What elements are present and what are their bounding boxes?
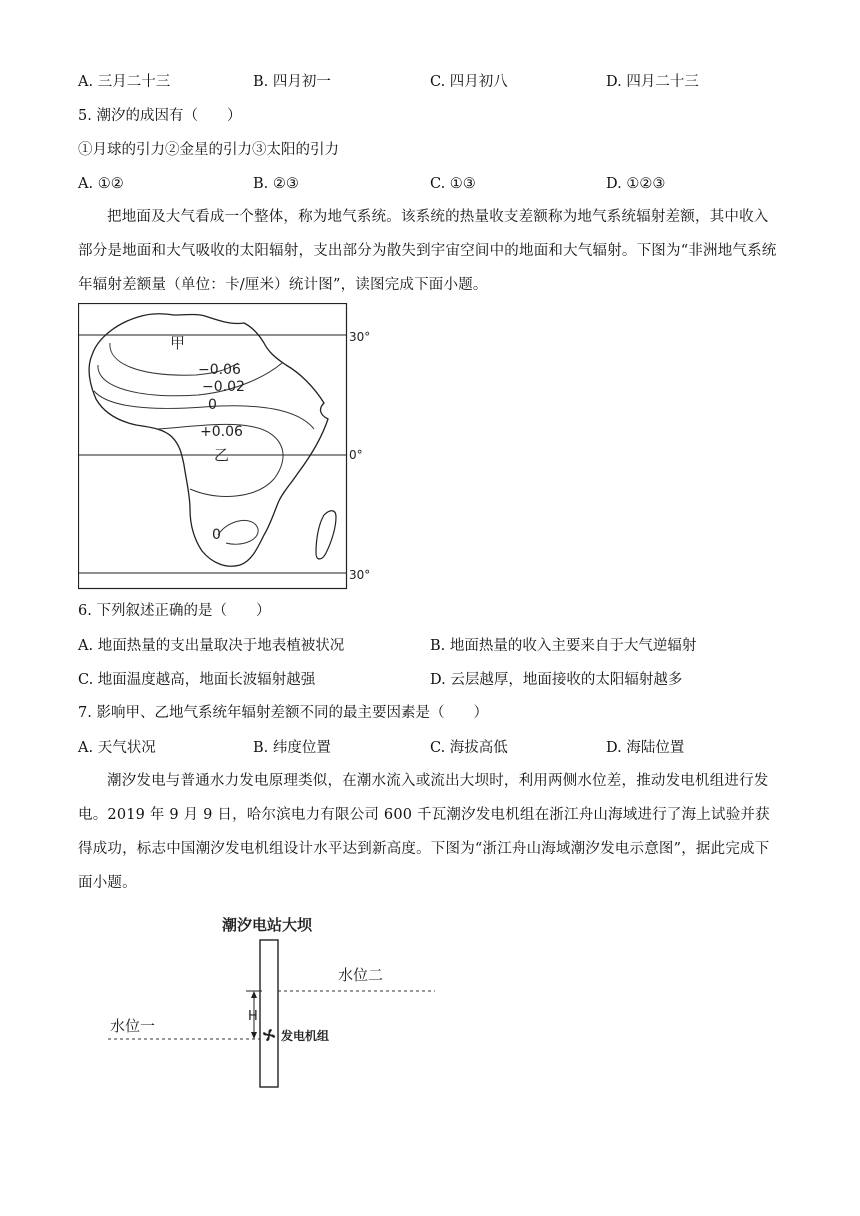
q5-option-a: A. ①② <box>78 176 124 192</box>
isoline-label-zero: 0 <box>208 397 217 413</box>
label-jia: 甲 <box>170 334 186 352</box>
lat-label-30s: 30° <box>349 568 371 582</box>
tidal-power-diagram <box>100 905 445 1095</box>
isoline-label-minus-002: −0.02 <box>202 379 245 395</box>
height-label: H <box>248 1009 258 1024</box>
q5-option-c: C. ①③ <box>430 176 476 192</box>
lat-label-equator: 0° <box>349 448 363 462</box>
q7-option-d: D. 海陆位置 <box>606 740 685 756</box>
q4-option-c: C. 四月初八 <box>430 74 508 90</box>
q7-option-c: C. 海拔高低 <box>430 740 508 756</box>
isoline-label-zero-south: 0 <box>212 527 221 543</box>
label-yi: 乙 <box>214 446 230 464</box>
isoline-label-minus-006: −0.06 <box>198 362 241 378</box>
q4-option-a: A. 三月二十三 <box>78 74 171 90</box>
passage-tidal: 潮汐发电与普通水力发电原理类似，在潮水流入或流出大坝时，利用两侧水位差，推动发电机组进行发电。2019 年 9 月 9 日，哈尔滨电力有限公司 600 千瓦潮汐发电机组在浙江舟山海域进行了海上试验并获得成功，标志中国潮汐发电机组设计水平达到新高度。下图为“浙江舟山海域潮汐发电示意图”，据此完成下面小题。 <box>78 773 770 891</box>
generator-label: 发电机组 <box>281 1029 330 1043</box>
dam-wall <box>260 940 278 1087</box>
q6-option-d: D. 云层越厚，地面接收的太阳辐射越多 <box>430 672 683 688</box>
madagascar-outline <box>316 511 336 559</box>
q6-option-b: B. 地面热量的收入主要来自于大气逆辐射 <box>430 638 697 654</box>
q6-option-c: C. 地面温度越高，地面长波辐射越强 <box>78 672 316 688</box>
q7-option-a: A. 天气状况 <box>78 740 156 756</box>
africa-radiation-map <box>78 303 378 590</box>
q7-option-b: B. 纬度位置 <box>253 740 331 756</box>
q6-option-a: A. 地面热量的支出量取决于地表植被状况 <box>78 638 345 654</box>
q4-option-b: B. 四月初一 <box>253 74 331 90</box>
q4-option-d: D. 四月二十三 <box>606 74 699 90</box>
q5-option-d: D. ①②③ <box>606 176 666 192</box>
lat-label-30n: 30° <box>349 330 371 344</box>
q7-stem: 7. 影响甲、乙地气系统年辐射差额不同的最主要因素是（ ） <box>78 705 488 721</box>
q5-option-b: B. ②③ <box>253 176 299 192</box>
q5-stem: 5. 潮汐的成因有（ ） <box>78 108 242 124</box>
isoline-minus-002 <box>98 363 282 396</box>
water-level-2-label: 水位二 <box>338 966 384 984</box>
q5-items: ①月球的引力②金星的引力③太阳的引力 <box>78 142 339 158</box>
isoline-zero-south <box>218 520 258 544</box>
q6-stem: 6. 下列叙述正确的是（ ） <box>78 603 271 619</box>
water-level-1-label: 水位一 <box>110 1017 156 1035</box>
isoline-label-plus-006: +0.06 <box>200 424 243 440</box>
dam-title: 潮汐电站大坝 <box>222 916 313 934</box>
passage-radiation: 把地面及大气看成一个整体，称为地气系统。该系统的热量收支差额称为地气系统辐射差额，其中收入部分是地面和大气吸收的太阳辐射，支出部分为散失到宇宙空间中的地面和大气辐射。下图为“非洲地气系统年辐射差额量（单位：卡/厘米）统计图”，读图完成下面小题。 <box>78 209 777 293</box>
